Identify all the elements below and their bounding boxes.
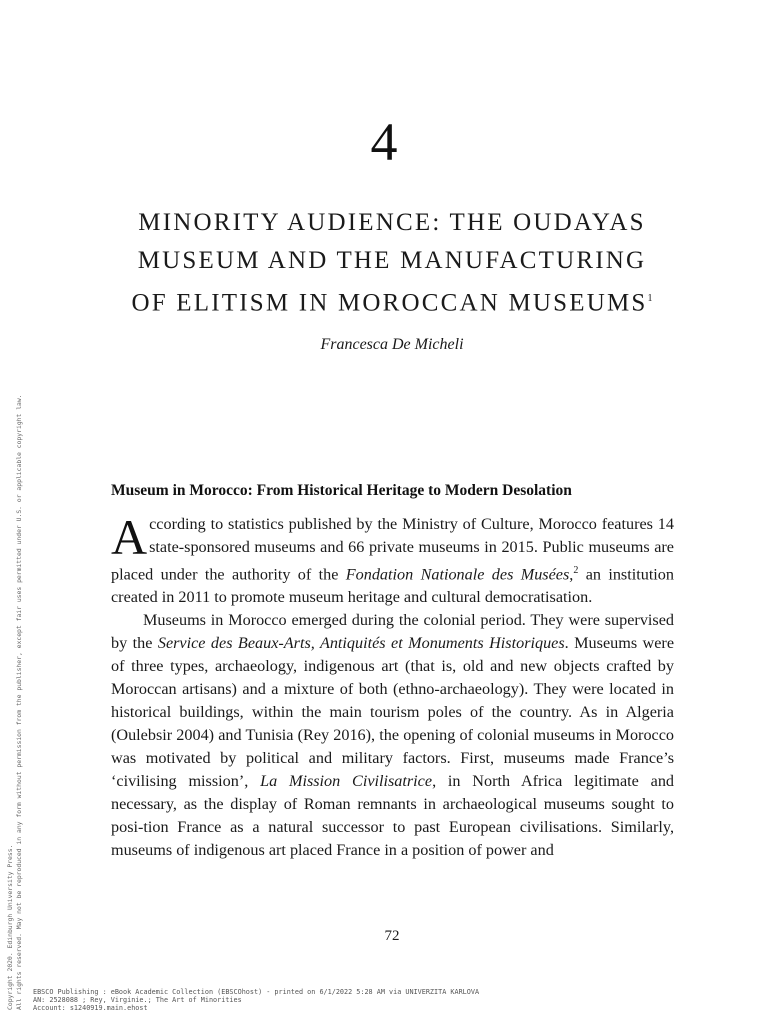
section-heading: Museum in Morocco: From Historical Heritage to Modern Desolation xyxy=(111,482,572,499)
paragraph-2-text-1: Museums in Morocco emerged during the colonial period. They were supervised by the xyxy=(111,611,674,653)
chapter-title-line-1: MINORITY AUDIENCE: THE OUDAYAS xyxy=(138,209,646,236)
page-number: 72 xyxy=(384,928,400,944)
ebsco-footer xyxy=(33,988,479,1012)
footer-line-3: Account: s1240919.main.ehost xyxy=(33,1004,148,1012)
chapter-title-line-2: MUSEUM AND THE MANUFACTURING xyxy=(137,247,647,274)
paragraph-2-italic-2: La Mission Civilisatrice xyxy=(260,772,433,791)
chapter-author: Francesca De Micheli xyxy=(320,336,464,353)
chapter-title xyxy=(100,204,684,322)
copyright-line-2: All rights reserved. May not be reproduced in any form without permission from the publisher, except fair uses permitted under U.S. or applicable copyright law. xyxy=(15,394,23,1010)
paragraph-1-text-1: ccording to statistics published by the Ministry of Culture, Morocco features 14 state-sponsored museums and 66 private museums in 2015. Public museums are placed under the authority of the xyxy=(111,515,674,584)
paragraph-2-text-2: . Museums were of three types, archaeology, indigenous art (that is, old and new objects crafted by Moroccan artisans) and a mixture of both (ethno-archaeology). They were located in historical buildings, within the main tourism poles of the country. As in Algeria (Oulebsir 2004) and Tunisia (Rey 2016), the opening of colonial museums in Morocco was motivated by political and military factors. First, museums made France’s ‘civilising mission’, xyxy=(111,634,675,791)
drop-cap: A xyxy=(111,509,148,565)
copyright-line-1: Copyright 2020. Edinburgh University Press. xyxy=(6,844,14,1010)
footnote-marker-2[interactable]: 2 xyxy=(573,565,579,576)
copyright-side-notice xyxy=(6,394,24,1010)
chapter-number: 4 xyxy=(370,112,398,172)
paragraph-2-italic-1: Service des Beaux-Arts, Antiquités et Monuments Historiques xyxy=(157,634,565,653)
chapter-title-line-3-text: OF ELITISM IN MOROCCAN MUSEUMS xyxy=(131,289,648,317)
chapter-title-footnote-marker[interactable]: 1 xyxy=(647,293,653,304)
paragraph-1-text-2: an institution created in 2011 to promote museum heritage and cultural democratisation. xyxy=(111,565,674,607)
footer-line-2: AN: 2528088 ; Rey, Virginie.; The Art of Minorities xyxy=(33,996,242,1004)
paragraph-2-text-3: , in North Africa legitimate and necessary, as the display of Roman remnants in archaeological museums sought to posi-tion France as a natural successor to past European civilisations. Similarly, museums of indigenous art placed France in a position of power and xyxy=(111,772,675,860)
chapter-title-line-3 xyxy=(100,280,684,322)
paragraph-1-italic-1: Fondation Nationale des Musées xyxy=(345,565,570,584)
body-text xyxy=(111,509,675,862)
paragraph-2 xyxy=(111,609,674,862)
footer-line-1: EBSCO Publishing : eBook Academic Collection (EBSCOhost) - printed on 6/1/2022 5:28 AM via UNIVERZITA KARLOVA xyxy=(33,988,480,996)
paragraph-1: According to statistics published by the Ministry of Culture, Morocco features 14 state-sponsored museums and 66 private museums in 2015. Public museums are placed under the authority of the Fondation Nationale des Musées,$^2$ an institution created in 2011 to promote museum heritage and cultural democratisation. xyxy=(111,509,674,607)
